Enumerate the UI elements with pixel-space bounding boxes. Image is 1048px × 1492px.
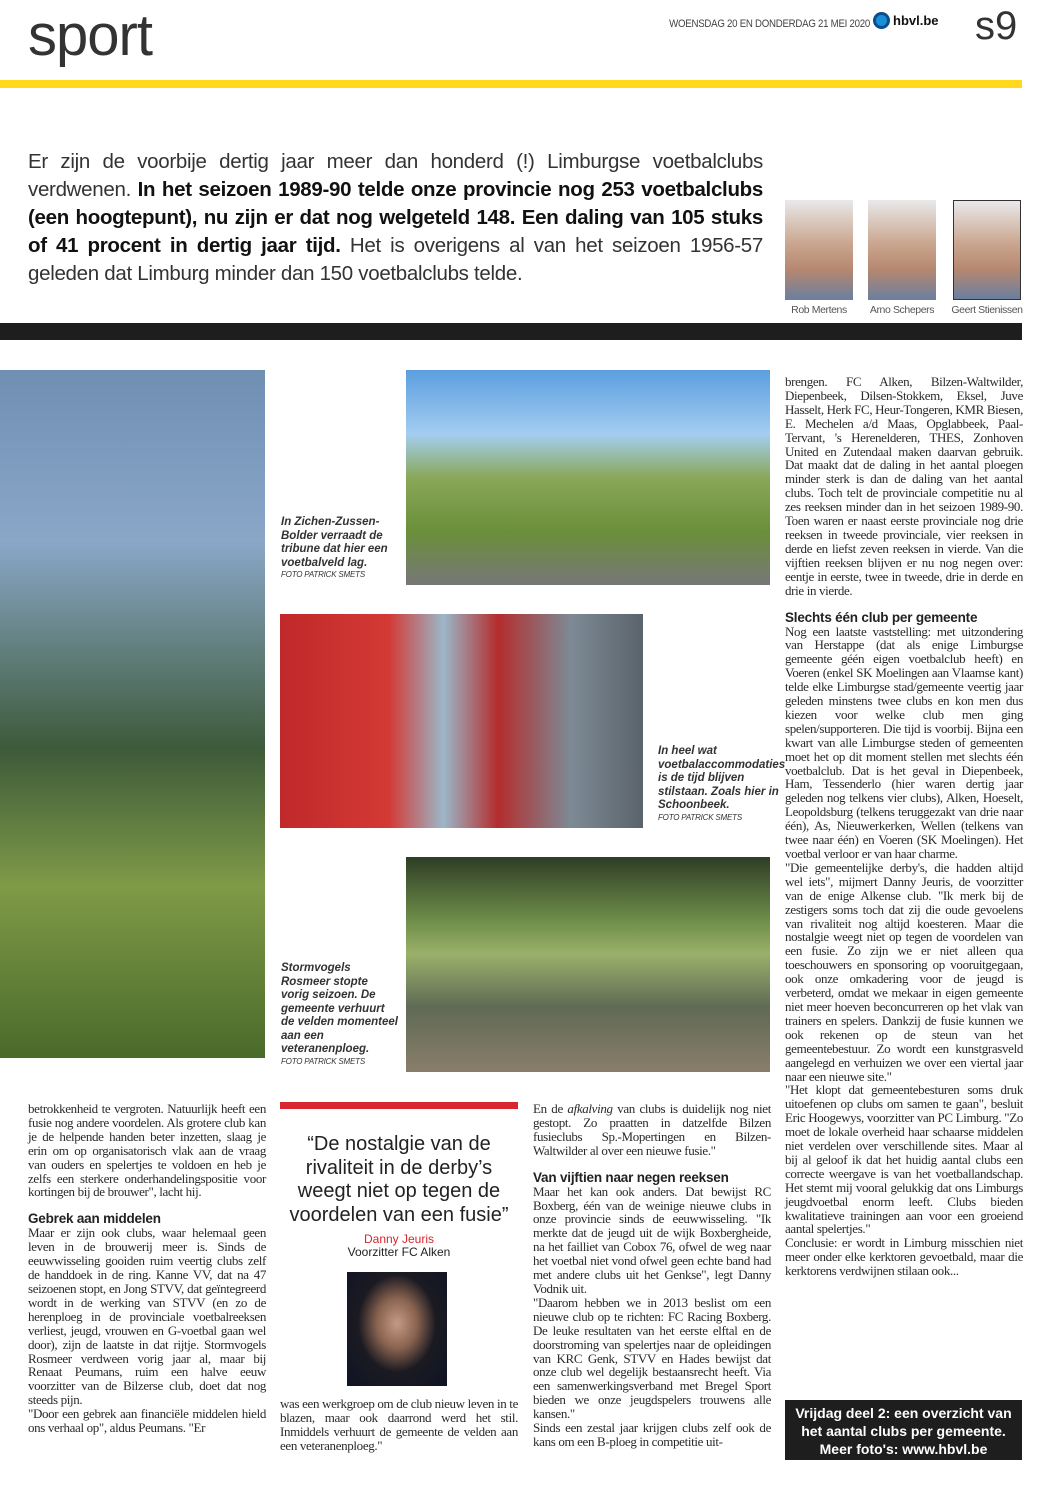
author-name: Arno Schepers [869,304,935,316]
author-photo [868,200,936,300]
intro-text: Er zijn de voorbije dertig jaar meer dan honderd (!) Limburgse voetbalclubs verdwenen. [28,150,763,201]
photo-credit: FOTO PATRICK SMETS [658,812,742,822]
section-title: sport [28,3,152,68]
caption-doors [658,745,786,822]
paragraph: "Die gemeentelijke derby's, die hadden altijd wel iets", mijmert Danny Jeuris, de voorzitter van de enige Alkense club. "Ik merk bij de zestigers soms toch dat zij die oude gevoelens van rivaliteit nog altijd koesteren. Maar die nostalgie weegt niet op tegen de voordelen van een fusie. Zo zijn we er niet alleen qua toeschouwers en sponsoring op vooruitgegaan, ook onze omkadering voor de jeugd is verbeterd, omdat we mekaar in eigen gemeente niet meer hoeven beconcurreren op het vlak van trainers en spelers. Dankzij de fusie kunnen we ook rekenen op de steun van het gemeentebestuur. Zo wordt een kunstgrasveld aangelegd en verhuizen we over een viertal jaar naar een nieuwe site." [785,859,1023,1084]
quote-author-role: Voorzitter FC Alken [347,1245,451,1259]
quote-author: Danny Jeuris [363,1232,435,1246]
paragraph: Maar er zijn ook clubs, waar helemaal geen leven in de brouwerij meer is. Sinds de eeuwwisseling gooiden ruim veertig clubs zelf de handdoek in de ring. Kanne VV, dat na 47 seizoenen stopt, en Jong STVV, dat geïntegreerd wordt in de werking van STVV (en zo de herenploeg in de provinciale voetbalreeksen verliest, jeugd, vrouwen en G-voetbal gaan wel door), zijn de laatste in dat rijtje. Stormvogels Rosmeer verdween vorig jaar al, maar bij Renaat Peumans, ruim een halve eeuw voorzitter van de Bilzerse club, doet dat nog steeds pijn. [28,1225,266,1408]
caption-text: Stormvogels Rosmeer stopte vorig seizoen. De gemeente verhuurt de velden momenteel aan een veteranenploeg. [281,962,398,1055]
teaser-line: het aantal clubs per gemeente. [801,1423,1006,1439]
intro-lead [28,148,763,288]
paragraph: "Het klopt dat gemeentebesturen soms druk uitoefenen op clubs om samen te gaan", besluit Eric Hoogewys, voorzitter van PC Limburg. "Zo moet de lokale overheid haar schaarse middelen niet verdelen over verschillende sites. Maar al bij al geloof ik dat het huidig aantal clubs een correcte weergave is van het voetballandschap. Het stemt mij vooral gelukkig dat ons Limburgs jeugdvoetbal enorm leeft. Clubs bieden kwalitatieve trainingen aan voor een groeiend aantal spelertjes." [785,1082,1023,1237]
photo-dandelion-goal [0,370,265,1058]
article-column-right [785,375,1023,1278]
yellow-divider [0,80,1022,88]
paragraph [533,1102,771,1158]
intro-text-end: Het is overigens al van het seizoen 1956-57 geleden dat Limburg minder dan 150 voetbalclubs telde. [28,234,764,285]
author-name: Geert Stienissen [951,304,1023,316]
text: En de [533,1101,568,1116]
author-geert-stienissen [951,200,1023,316]
paragraph: betrokkenheid te vergroten. Natuurlijk heeft een fusie nog andere voordelen. Als grotere club kan je de helpende handen beter inzetten, slaag je erin om op organisatorisch vlak aan de vraag van ouders en spelertjes te voldoen en heb je zelfs een sterkere onderhandelingspositie voor kortingen bij de brouwer", lacht hij. [28,1101,266,1200]
paragraph: Conclusie: er wordt in Limburg misschien niet meer onder elke kerktoren gevoetbald, maar die kerktorens verdwijnen stilaan ook... [785,1235,1023,1279]
paragraph: was een werkgroep om de club nieuw leven in te blazen, maar ook daarrond werd het stil. Inmiddels verhuurt de gemeente de velden aan een veteranenploeg." [280,1396,518,1453]
caption-text: In heel wat voetbalaccommodaties is de tijd blijven stilstaan. Zoals hier in Schoonbeek. [658,745,786,811]
article-column-3 [533,1102,771,1449]
text: van clubs is duidelijk nog niet gestopt. Zo praatten in datzelfde Bilzen fusieclubs Sp.-Mopertingen en Bilzen-Waltwilder al over een nieuwe fusie." [533,1101,771,1158]
photo-credit: FOTO PATRICK SMETS [281,1056,365,1066]
article-column-1 [28,1102,266,1435]
photo-danny-jeuris [347,1272,447,1386]
quote-red-bar [280,1102,518,1109]
page-number: s9 [975,4,1018,48]
subheading: Slechts één club per gemeente [785,609,978,625]
teaser-link[interactable]: Meer foto's: www.hbvl.be [819,1441,988,1457]
paragraph: Sinds een zestal jaar krijgen clubs zelf ook de kans om een B-ploeg in competitie uit- [533,1420,771,1449]
paragraph: "Daarom hebben we in 2013 beslist om een nieuwe club op te richten: FC Racing Boxberg. De leuke resultaten van het eerste elftal en de doorstroming van spelertjes naar de opleidingen van KRC Genk, STVV en Hades bewijst dat onze club wel degelijk bestaansrecht heeft. Via een samenwerkingsverband met Bregel Sport bieden we onze jeugdspelers trouwens alle kansen." [533,1294,771,1422]
paragraph: "Door een gebrek aan financiële middelen hield ons verhaal op", aldus Peumans. "Er [28,1406,266,1436]
hbvl-logo-icon [873,12,890,29]
pull-quote: “De nostalgie van de rivaliteit in de derby’s weegt niet op tegen de voordelen van een fusie” [289,1133,509,1226]
paragraph: Maar het kan ook anders. Dat bewijst RC Boxberg, één van de weinige nieuwe clubs in onze provincie sinds de eeuwwisseling. "Ik merkte dat de jeugd uit de wijk Boxbergheide, na het failliet van Cobox 76, ofwel de weg naar het voetbal niet vond ofwel geen echte band had met andere clubs uit het Genkse", legt Danny Vodnik uit. [533,1183,771,1296]
caption-field [281,962,399,1066]
author-photo [785,200,853,300]
author-name: Rob Mertens [791,304,847,316]
subheading: Gebrek aan middelen [28,1211,161,1227]
photo-tribune [406,370,770,585]
caption-tribune [281,516,401,579]
intro-bold-text: In het seizoen 1989-90 telde onze provincie nog 253 voetbalclubs (een hoogtepunt), nu zijn er dat nog welgeteld 148. Een daling van 105 stuks of 41 procent in dertig jaar tijd. [28,178,763,257]
emphasis: afkalving [567,1101,613,1116]
teaser-box [785,1400,1022,1460]
caption-text: In Zichen-Zussen-Bolder verraadt de tribune dat hier een voetbalveld lag. [281,516,388,569]
author-arno-schepers [868,200,936,316]
issue-date: WOENSDAG 20 EN DONDERDAG 21 MEI 2020 [669,18,870,30]
author-rob-mertens [785,200,853,316]
article-column-2 [280,1397,518,1453]
site-name: hbvl.be [893,13,939,28]
subheading: Van vijftien naar negen reeksen [533,1169,729,1185]
photo-red-doors [280,614,643,828]
author-photo [953,200,1021,300]
photo-credit: FOTO PATRICK SMETS [281,570,365,579]
paragraph: Nog een laatste vaststelling: met uitzondering van Herstappe (dat als enige Limburgse gemeente géén eigen voetbalclub heeft) en Voeren (enkel SK Moelingen aan Vlaamse kant) telde elke Limburgse stad/gemeente veertig jaar geleden minstens twee clubs en kon men dus kiezen voor welke club men ging spelen/supporteren. Die tijd is voorbij. Bijna een kwart van alle Limburgse steden of gemeenten moet het op dit moment stellen met slechts één voetbalclub. Dat is het geval in Diepenbeek, Ham, Tessenderlo (hier waren dertig jaar geleden nog telkens vier clubs), Alken, Hoeselt, Leopoldsburg (telkens teruggezakt van drie naar één), As, Nieuwerkerken, Wellen (telkens van twee naar één) en Voeren (SK Moelingen). Het voetbal verloor er van haar charme. [785,623,1023,861]
paragraph: brengen. FC Alken, Bilzen-Waltwilder, Diepenbeek, Dilsen-Stokkem, Eksel, Juve Hasselt, Herk FC, Heur-Tongeren, KMR Biesen, E. Mechelen a/d Maas, Opglabbeek, Paal-Tervant, 's Herenelderen, THES, Zonhoven United en Zutendaal maken daarvan gebruik. Dat maakt dat de daling in het aantal ploegen minder sterk is dan de daling van het aantal clubs. Toch telt de provinciale competitie nu al zes reeksen minder dan in het seizoen 1989-90. Toen waren er naast eerste provinciale nog drie reeksen in tweede provinciale, vier reeksen in derde en liefst zeven reeksen in vierde. Van die vijftien reeksen blijven er nu nog negen over: eentje in eerste, twee in tweede, drie in derde en drie in vierde. [785,374,1023,598]
black-divider [0,323,1022,340]
photo-abandoned-field [406,857,770,1072]
site-logo[interactable] [873,12,939,29]
teaser-line: Vrijdag deel 2: een overzicht van [795,1405,1012,1421]
